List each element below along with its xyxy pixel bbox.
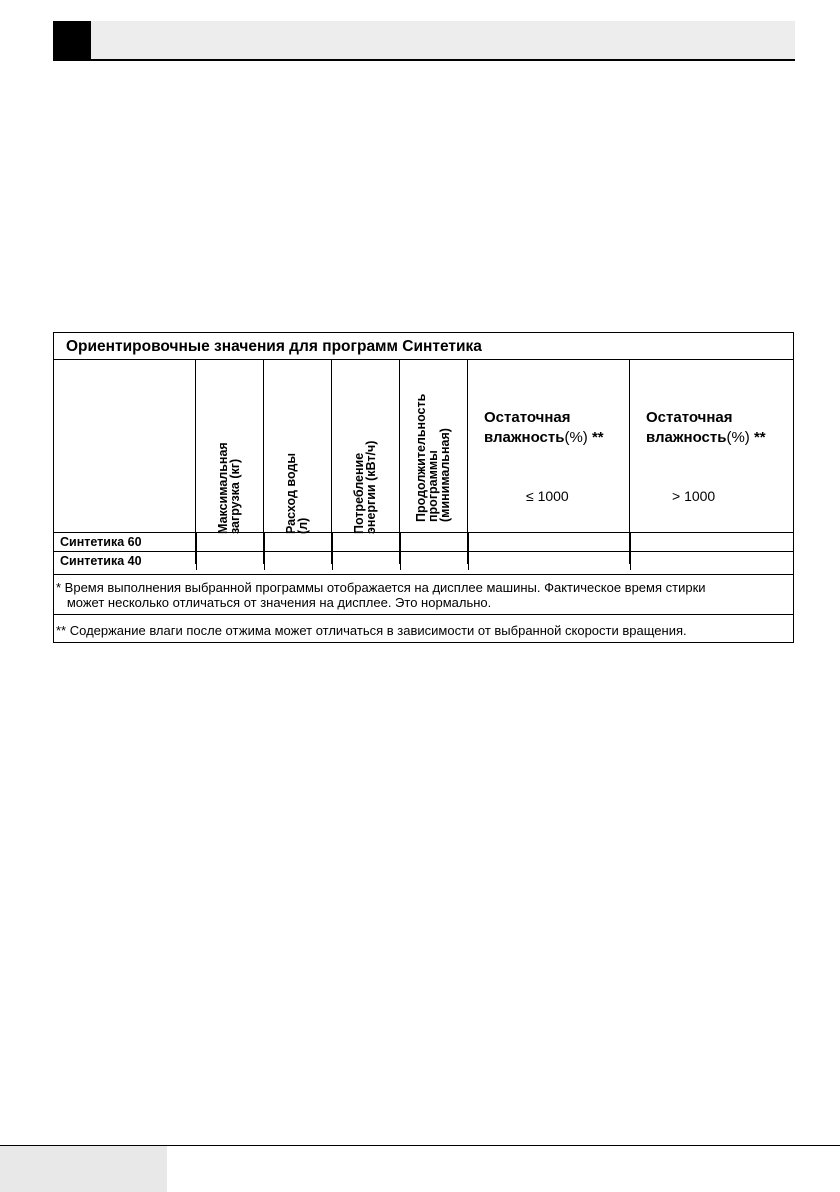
row-divider [468,552,469,570]
table-row [54,551,793,570]
humidity-high-label: Остаточная влажность(%) ** [646,409,766,446]
synthetics-reference-table [53,332,794,643]
header-max-load-label: Максимальная загрузка (кг) [215,442,242,534]
humidity-low-label: Остаточная влажность(%) ** [484,409,604,446]
footer-page-tab [0,1146,167,1192]
row-divider [630,533,631,551]
row-divider [264,533,265,551]
row-divider [630,552,631,570]
page-header-bar [53,21,795,61]
row-divider [196,533,197,551]
row-divider [332,533,333,551]
row-divider [196,552,197,570]
footnote-moisture: ** Содержание влаги после отжима может отличаться в зависимости от выбранной скорости вращения. [54,614,793,643]
header-water-label: Расход воды (л) [283,452,310,534]
row-divider [400,552,401,570]
row-label: Синтетика 60 [60,535,142,549]
row-divider [264,552,265,570]
row-divider [400,533,401,551]
header-duration-label: Продолжительность программы (минимальная) [413,393,452,522]
header-energy-label: Потребление энергии (кВт/ч) [351,440,378,534]
spin-speed-high: > 1000 [672,488,716,504]
header-black-block [53,21,91,59]
footnote-program-time: * Время выполнения выбранной программы отображается на дисплее машины. Фактическое время стирки может несколько отличаться от значения на дисплее. Это нормально. [54,574,793,614]
table-title: Ориентировочные значения для программ Синтетика [54,333,793,360]
table-row [54,532,793,551]
row-divider [468,533,469,551]
row-label: Синтетика 40 [60,554,142,568]
spin-speed-low: ≤ 1000 [526,488,569,504]
row-divider [332,552,333,570]
